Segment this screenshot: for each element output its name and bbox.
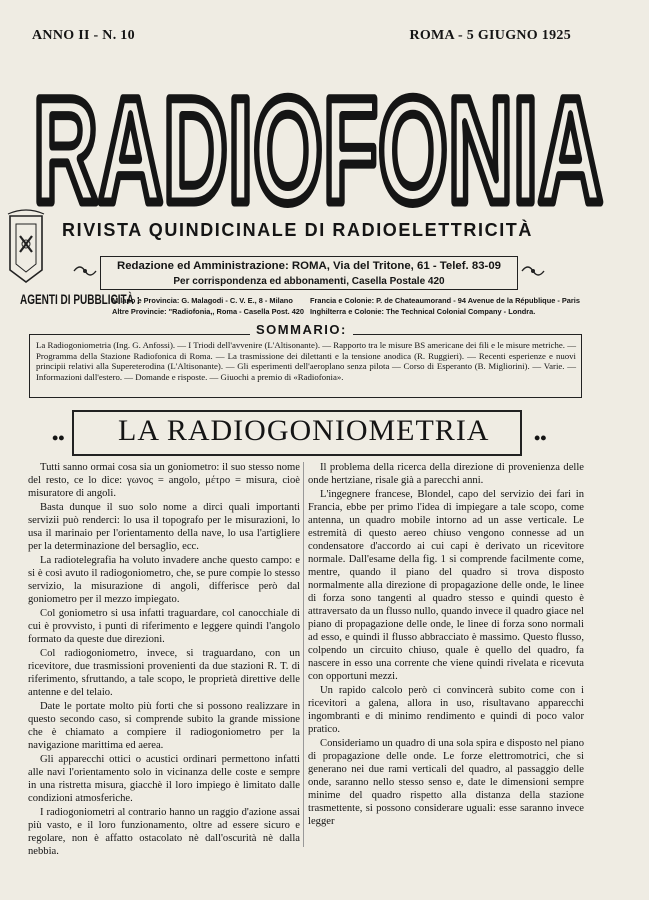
sommario-text: La Radiogoniometria (Ing. G. Anfossi). — I Triodi dell'avvenire (L'Altisonante). — Rapporto tra le misure BS americane dei fili e le misure metriche. — Programma della Stazione Radiofonica di Roma. — La trasmissione dei dilettanti e la tensione anodica (R. Ruggieri). — Recenti esperienze e nuovi principii relativi alla Supereterodina (L'Altisonante). — Gli esperimenti dell'aeroplano senza pilota — Corso di Esperanto (B. Migliorini). — Varie. — Informazioni dall'estero. — Domande e risposte. — Giuochi a premio di «Radiofonia». [36,340,576,382]
agents-label: AGENTI DI PUBBLICITÀ : [20,293,140,309]
right-paragraph: Il problema della ricerca della direzione di provenienza delle onde hertziane, risale già a parecchi anni. [308,462,584,486]
sommario-heading: SOMMARIO: [250,322,353,337]
left-paragraph: Col goniometro si usa infatti traguardare, col canocchiale di cui è provvisto, i punti di riferimento e leggere quindi l'angolo formato da queste due direzioni. [28,608,300,645]
masthead-title [30,56,606,216]
article-column-left [28,461,300,859]
title-dots-right: •• [534,428,547,448]
emblem-icon [4,208,48,286]
left-paragraph: Gli apparecchi ottici o acustici ordinari permettono infatti alle navi l'orientamento solo in vicinanza delle coste e sempre in una ristretta misura, giacchè il loro impiego è limitato dalle condizioni atmosferiche. [28,754,300,804]
left-paragraph: Basta dunque il suo solo nome a dirci quali importanti servizii può renderci: lo usa il topografo per le misurazioni, lo usa il marinaio per l'orientamento della nave, lo usa l'artigliere per la determinazione del bersaglio, ecc. [28,502,300,552]
article-column-right [308,461,584,829]
agent-francia: Francia e Colonie: P. de Chateaumorand - 94 Avenue de la République - Paris [310,296,580,305]
left-paragraph: I radiogoniometri al contrario hanno un raggio d'azione assai più vasto, e il loro funzionamento, oltre ad essere sicuro e regolare, non è affatto ostacolato nè dall'oscurità nè dalla nebbia. [28,807,300,857]
issue-number: ANNO II - N. 10 [32,28,135,43]
agent-inghilterra: Inghilterra e Colonie: The Technical Colonial Company - Londra. [310,307,536,316]
ornament-left-icon [72,262,98,280]
right-paragraph: Un rapido calcolo però ci convincerà subito come con i ricevitori a galena, allora in uso, risultavano apparecchi ingombranti e di minimo rendimento e quindi di poco valor pratico. [308,685,584,735]
article-title: LA RADIOGONIOMETRIA [118,414,490,447]
ornament-right-icon [520,262,546,280]
left-paragraph: Tutti sanno ormai cosa sia un goniometro: il suo stesso nome del resto, ce lo dice: γωνος = angolo, μέτρο = misura, cioè misuratore di angoli. [28,462,300,499]
masthead-text: RADIOFONIA [33,66,603,216]
left-paragraph: Col radiogoniometro, invece, si traguardano, con un ricevitore, due trasmissioni provenienti da due stazioni R. T. di riferimento, sfruttando, a tale scopo, le proprietà direttive delle antenne e del telaio. [28,648,300,698]
agent-milano: Milano e Provincia: G. Malagodi - C. V. E., 8 - Milano [112,296,293,305]
title-dots-left: •• [52,428,65,448]
redazione-line-1: Redazione ed Amministrazione: ROMA, Via del Tritone, 61 - Telef. 83-09 [117,260,501,272]
agent-altre-provincie: Altre Provincie: "Radiofonia,, Roma - Casella Post. 420 [112,307,305,316]
subtitle: RIVISTA QUINDICINALE DI RADIOELETTRICITÀ [62,220,533,240]
column-divider [303,462,304,847]
right-paragraph: L'ingegnere francese, Blondel, capo del servizio dei fari in Francia, ebbe per primo l'idea di impiegare a tale scopo, come antenna, un quadro mobile intorno ad un asse verticale. Le estremità di questo aereo chiuso vengono connesse ad un condensatore d'accordo ai cui capi è derivato un ricevitore normale. Dall'esame della fig. 1 si comprende facilmente come, mentre, quando il piano del quadro si trova disposto normalmente alla direzione di propagazione delle onde, le linee di forza sono tangenti al quadro stesso e quindi questo è attraversato da un flusso nullo, quando invece il quadro giace nel piano di propagazione delle onde, le linee di forza sono normali ad esso, e quindi il flusso abbracciato è massimo. Questo flusso, colpendo un circuito chiuso, quale è quello del quadro, fa nascere in esso una corrente che viene quindi rivelata e ricevuta con opportuni mezzi. [308,489,584,682]
left-paragraph: Date le portate molto più forti che si possono realizzare in questo secondo caso, si comprende subito la grande missione che è chiamato a compiere il radiogoniometro per la navigazione marittima ed aerea. [28,701,300,751]
right-paragraph: Consideriamo un quadro di una sola spira e disposto nel piano di propagazione delle onde. Le forze elettromotrici, che si generano nei due rami verticali del quadro, al passaggio delle onde, saranno nello stesso senso e, date le dimensioni sempre minime del quadro rispetto alla distanza della stazione trasmettente, si possono considerare uguali: esse saranno invece legger [308,738,584,827]
left-paragraph: La radiotelegrafia ha voluto invadere anche questo campo: e si è così avuto il radiogoniometro, che, se pure compie lo stesso servizio, la misurazione di angoli, differisce però dal goniometro per il mezzo impiegato. [28,555,300,605]
issue-date: ROMA - 5 GIUGNO 1925 [409,28,571,43]
redazione-line-2: Per corrispondenza ed abbonamenti, Casella Postale 420 [173,276,445,287]
redazione-box [100,256,518,290]
